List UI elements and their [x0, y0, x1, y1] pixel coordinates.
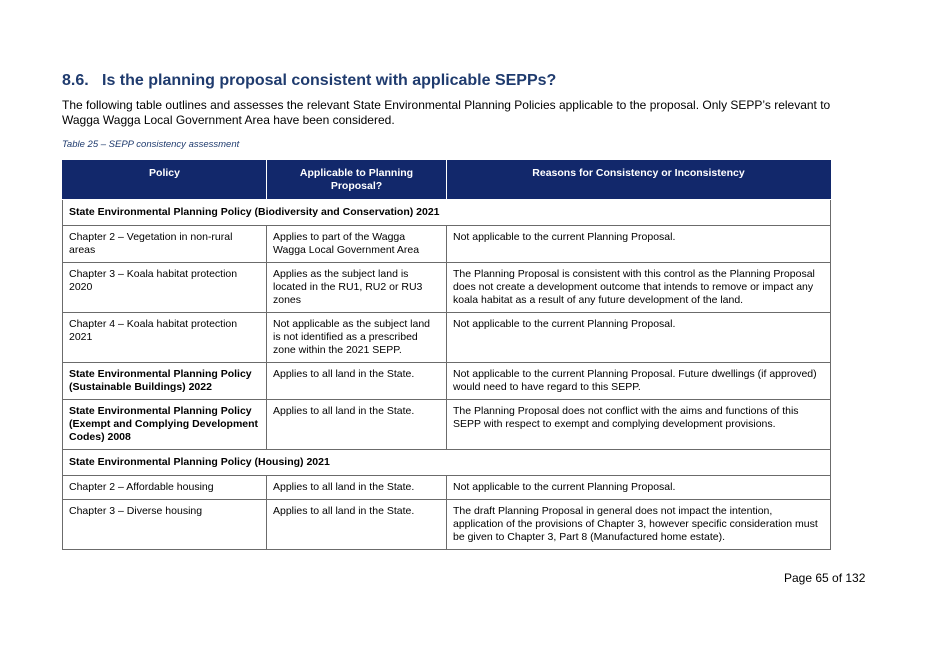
header-applicable: Applicable to Planning Proposal?	[267, 161, 447, 200]
sepp-table	[62, 160, 831, 550]
page-number: Page 65 of 132	[784, 571, 866, 585]
section-heading	[62, 72, 556, 90]
reason-cell: Not applicable to the current Planning Proposal.	[447, 226, 831, 263]
reason-cell: Not applicable to the current Planning Proposal.	[447, 476, 831, 500]
intro-paragraph: The following table outlines and assesses the relevant State Environmental Planning Policies applicable to the proposal. Only SEPP’s relevant to Wagga Wagga Local Government Area have been considered.	[62, 98, 831, 127]
table-row	[63, 500, 831, 550]
table-row	[63, 476, 831, 500]
header-policy: Policy	[63, 161, 267, 200]
policy-cell: Chapter 3 – Diverse housing	[63, 500, 267, 550]
table-row	[63, 226, 831, 263]
reason-cell: The draft Planning Proposal in general does not impact the intention, application of the provisions of Chapter 3, however specific consideration must be given to Chapter 3, Part 8 (Manufactured home estate).	[447, 500, 831, 550]
reason-cell: Not applicable to the current Planning Proposal.	[447, 313, 831, 363]
section-title: Is the planning proposal consistent with applicable SEPPs?	[102, 72, 557, 89]
applicable-cell: Applies to all land in the State.	[267, 476, 447, 500]
table-section-row	[63, 200, 831, 226]
reason-cell: The Planning Proposal does not conflict with the aims and functions of this SEPP with respect to exempt and complying development provisions.	[447, 400, 831, 450]
applicable-cell: Applies to all land in the State.	[267, 500, 447, 550]
policy-cell: Chapter 2 – Vegetation in non-rural areas	[63, 226, 267, 263]
applicable-cell: Applies to all land in the State.	[267, 363, 447, 400]
section-label: State Environmental Planning Policy (Biodiversity and Conservation) 2021	[63, 200, 831, 226]
applicable-cell: Applies to part of the Wagga Wagga Local Government Area	[267, 226, 447, 263]
policy-cell: Chapter 2 – Affordable housing	[63, 476, 267, 500]
applicable-cell: Applies as the subject land is located in the RU1, RU2 or RU3 zones	[267, 263, 447, 313]
section-number: 8.6.	[62, 72, 89, 89]
reason-cell: Not applicable to the current Planning Proposal. Future dwellings (if approved) would need to have regard to this SEPP.	[447, 363, 831, 400]
applicable-cell: Not applicable as the subject land is not identified as a prescribed zone within the 2021 SEPP.	[267, 313, 447, 363]
table-row	[63, 263, 831, 313]
section-label: State Environmental Planning Policy (Housing) 2021	[63, 450, 831, 476]
header-reasons: Reasons for Consistency or Inconsistency	[447, 161, 831, 200]
policy-cell: Chapter 4 – Koala habitat protection 2021	[63, 313, 267, 363]
policy-cell: Chapter 3 – Koala habitat protection 2020	[63, 263, 267, 313]
policy-cell: State Environmental Planning Policy (Sustainable Buildings) 2022	[63, 363, 267, 400]
applicable-cell: Applies to all land in the State.	[267, 400, 447, 450]
table-row	[63, 313, 831, 363]
table-caption: Table 25 – SEPP consistency assessment	[62, 139, 240, 150]
reason-cell: The Planning Proposal is consistent with this control as the Planning Proposal does not create a development outcome that intends to remove or impact any koala habitat as a result of any future development of the land.	[447, 263, 831, 313]
table-header-row	[63, 161, 831, 200]
table-row	[63, 400, 831, 450]
table-row	[63, 363, 831, 400]
policy-cell: State Environmental Planning Policy (Exempt and Complying Development Codes) 2008	[63, 400, 267, 450]
table-section-row	[63, 450, 831, 476]
